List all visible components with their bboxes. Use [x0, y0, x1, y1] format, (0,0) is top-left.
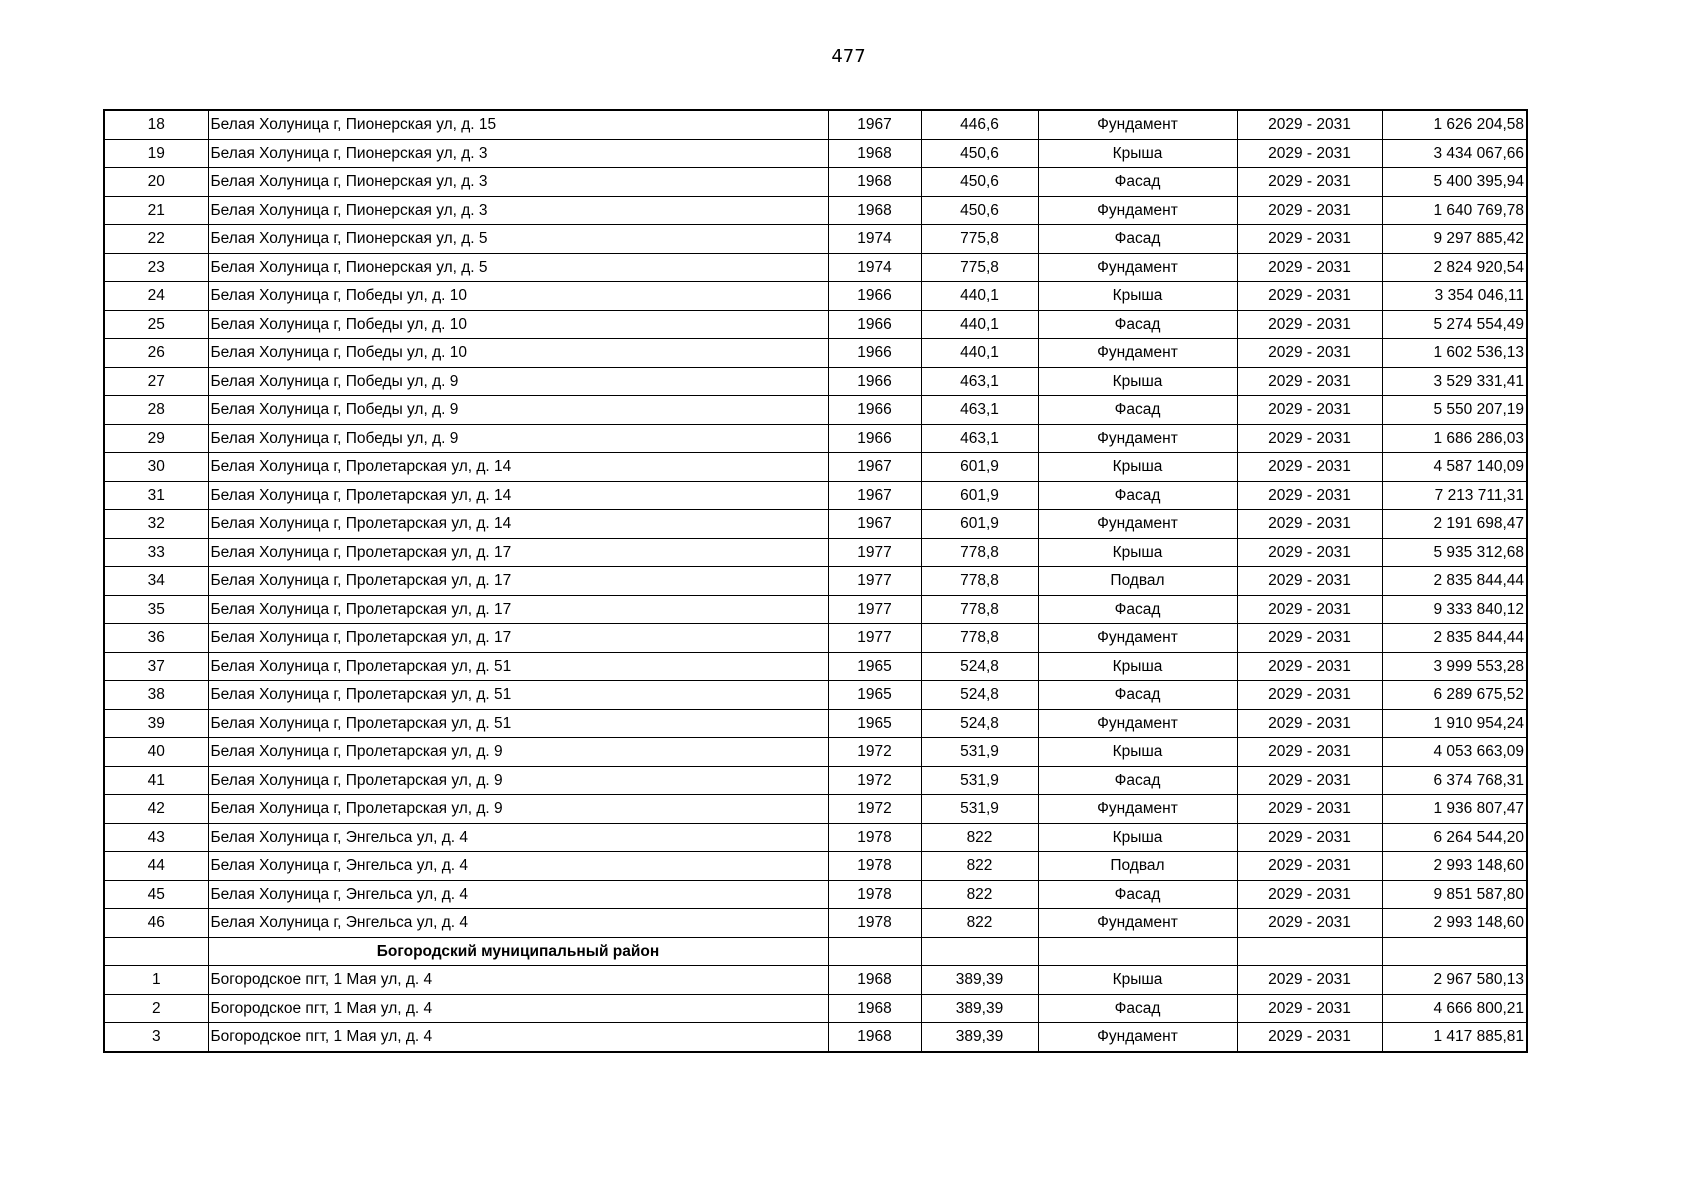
- cost-cell: 5 935 312,68: [1382, 538, 1527, 567]
- table-row: [104, 310, 1527, 339]
- build-year-cell: 1965: [828, 681, 921, 710]
- row-number-cell: 44: [104, 852, 208, 881]
- table-row: [104, 652, 1527, 681]
- row-number-cell: 36: [104, 624, 208, 653]
- row-number-cell: 32: [104, 510, 208, 539]
- cost-cell: 4 666 800,21: [1382, 994, 1527, 1023]
- area-cell: 450,6: [921, 139, 1038, 168]
- area-cell: 822: [921, 823, 1038, 852]
- cost-cell: 1 910 954,24: [1382, 709, 1527, 738]
- build-year-cell: 1968: [828, 168, 921, 197]
- section-header-row: [104, 937, 1527, 966]
- cost-cell: 1 602 536,13: [1382, 339, 1527, 368]
- row-number-cell: 29: [104, 424, 208, 453]
- table-row: [104, 168, 1527, 197]
- period-cell: 2029 - 2031: [1237, 994, 1382, 1023]
- table-row: [104, 396, 1527, 425]
- build-year-cell: 1968: [828, 196, 921, 225]
- build-year-cell: 1978: [828, 880, 921, 909]
- row-number-cell: 37: [104, 652, 208, 681]
- work-type-cell: Фундамент: [1038, 709, 1237, 738]
- work-type-cell: Фундамент: [1038, 424, 1237, 453]
- page-number: 477: [831, 46, 866, 67]
- cost-cell: 5 400 395,94: [1382, 168, 1527, 197]
- row-number-cell: 22: [104, 225, 208, 254]
- period-cell: 2029 - 2031: [1237, 766, 1382, 795]
- area-cell: 822: [921, 852, 1038, 881]
- work-type-cell: Фундамент: [1038, 909, 1237, 938]
- row-number-cell: 30: [104, 453, 208, 482]
- build-year-cell: 1977: [828, 567, 921, 596]
- row-number-cell: 28: [104, 396, 208, 425]
- table-row: [104, 738, 1527, 767]
- empty-cell: [1382, 937, 1527, 966]
- cost-cell: 7 213 711,31: [1382, 481, 1527, 510]
- period-cell: 2029 - 2031: [1237, 367, 1382, 396]
- area-cell: 440,1: [921, 282, 1038, 311]
- build-year-cell: 1966: [828, 396, 921, 425]
- build-year-cell: 1978: [828, 852, 921, 881]
- row-number-cell: 18: [104, 110, 208, 139]
- work-type-cell: Фасад: [1038, 225, 1237, 254]
- table-row: [104, 538, 1527, 567]
- cost-cell: 1 640 769,78: [1382, 196, 1527, 225]
- table-row: [104, 567, 1527, 596]
- area-cell: 601,9: [921, 481, 1038, 510]
- table-row: [104, 994, 1527, 1023]
- build-year-cell: 1972: [828, 795, 921, 824]
- area-cell: 463,1: [921, 424, 1038, 453]
- cost-cell: 1 417 885,81: [1382, 1023, 1527, 1052]
- cost-cell: 2 835 844,44: [1382, 567, 1527, 596]
- period-cell: 2029 - 2031: [1237, 139, 1382, 168]
- cost-cell: 6 264 544,20: [1382, 823, 1527, 852]
- area-cell: 778,8: [921, 567, 1038, 596]
- area-cell: 778,8: [921, 538, 1038, 567]
- work-type-cell: Крыша: [1038, 823, 1237, 852]
- row-number-cell: 19: [104, 139, 208, 168]
- area-cell: 463,1: [921, 367, 1038, 396]
- area-cell: 531,9: [921, 795, 1038, 824]
- cost-cell: 5 274 554,49: [1382, 310, 1527, 339]
- row-number-cell: 42: [104, 795, 208, 824]
- cost-cell: 9 851 587,80: [1382, 880, 1527, 909]
- work-type-cell: Фасад: [1038, 595, 1237, 624]
- row-number-cell: 25: [104, 310, 208, 339]
- period-cell: 2029 - 2031: [1237, 595, 1382, 624]
- work-type-cell: Фасад: [1038, 168, 1237, 197]
- table-row: [104, 909, 1527, 938]
- address-cell: Белая Холуница г, Победы ул, д. 9: [208, 396, 828, 425]
- address-cell: Белая Холуница г, Энгельса ул, д. 4: [208, 909, 828, 938]
- build-year-cell: 1974: [828, 253, 921, 282]
- row-number-cell: 40: [104, 738, 208, 767]
- cost-cell: 4 053 663,09: [1382, 738, 1527, 767]
- cost-cell: 2 993 148,60: [1382, 852, 1527, 881]
- area-cell: 450,6: [921, 168, 1038, 197]
- table-row: [104, 339, 1527, 368]
- row-number-cell: 31: [104, 481, 208, 510]
- cost-cell: 2 993 148,60: [1382, 909, 1527, 938]
- address-cell: Белая Холуница г, Пролетарская ул, д. 9: [208, 738, 828, 767]
- period-cell: 2029 - 2031: [1237, 823, 1382, 852]
- address-cell: Белая Холуница г, Победы ул, д. 9: [208, 424, 828, 453]
- area-cell: 601,9: [921, 510, 1038, 539]
- area-cell: 531,9: [921, 766, 1038, 795]
- work-type-cell: Крыша: [1038, 282, 1237, 311]
- area-cell: 389,39: [921, 994, 1038, 1023]
- cost-cell: 1 936 807,47: [1382, 795, 1527, 824]
- table-row: [104, 852, 1527, 881]
- address-cell: Белая Холуница г, Пионерская ул, д. 3: [208, 139, 828, 168]
- address-cell: Белая Холуница г, Пролетарская ул, д. 51: [208, 709, 828, 738]
- build-year-cell: 1972: [828, 766, 921, 795]
- address-cell: Белая Холуница г, Пролетарская ул, д. 9: [208, 795, 828, 824]
- period-cell: 2029 - 2031: [1237, 795, 1382, 824]
- row-number-cell: 35: [104, 595, 208, 624]
- cost-cell: 3 434 067,66: [1382, 139, 1527, 168]
- empty-cell: [1038, 937, 1237, 966]
- cost-cell: 2 835 844,44: [1382, 624, 1527, 653]
- build-year-cell: 1965: [828, 709, 921, 738]
- address-cell: Белая Холуница г, Пионерская ул, д. 15: [208, 110, 828, 139]
- period-cell: 2029 - 2031: [1237, 852, 1382, 881]
- build-year-cell: 1966: [828, 339, 921, 368]
- row-number-cell: 26: [104, 339, 208, 368]
- work-type-cell: Фундамент: [1038, 339, 1237, 368]
- table-row: [104, 766, 1527, 795]
- row-number-cell: 21: [104, 196, 208, 225]
- period-cell: 2029 - 2031: [1237, 225, 1382, 254]
- area-cell: 440,1: [921, 339, 1038, 368]
- area-cell: 524,8: [921, 681, 1038, 710]
- build-year-cell: 1967: [828, 481, 921, 510]
- period-cell: 2029 - 2031: [1237, 196, 1382, 225]
- period-cell: 2029 - 2031: [1237, 567, 1382, 596]
- area-cell: 531,9: [921, 738, 1038, 767]
- cost-cell: 6 289 675,52: [1382, 681, 1527, 710]
- period-cell: 2029 - 2031: [1237, 282, 1382, 311]
- build-year-cell: 1966: [828, 282, 921, 311]
- period-cell: 2029 - 2031: [1237, 310, 1382, 339]
- work-type-cell: Фасад: [1038, 481, 1237, 510]
- area-cell: 775,8: [921, 253, 1038, 282]
- address-cell: Богородское пгт, 1 Мая ул, д. 4: [208, 994, 828, 1023]
- row-number-cell: 39: [104, 709, 208, 738]
- address-cell: Белая Холуница г, Энгельса ул, д. 4: [208, 852, 828, 881]
- work-type-cell: Крыша: [1038, 538, 1237, 567]
- cost-cell: 1 626 204,58: [1382, 110, 1527, 139]
- build-year-cell: 1978: [828, 823, 921, 852]
- build-year-cell: 1966: [828, 310, 921, 339]
- address-cell: Белая Холуница г, Пролетарская ул, д. 9: [208, 766, 828, 795]
- period-cell: 2029 - 2031: [1237, 966, 1382, 995]
- cost-cell: 1 686 286,03: [1382, 424, 1527, 453]
- table-row: [104, 681, 1527, 710]
- period-cell: 2029 - 2031: [1237, 652, 1382, 681]
- table-row: [104, 424, 1527, 453]
- area-cell: 822: [921, 880, 1038, 909]
- area-cell: 524,8: [921, 652, 1038, 681]
- row-number-cell: 24: [104, 282, 208, 311]
- table-row: [104, 196, 1527, 225]
- work-type-cell: Фасад: [1038, 681, 1237, 710]
- period-cell: 2029 - 2031: [1237, 538, 1382, 567]
- table-row: [104, 795, 1527, 824]
- row-number-cell: 3: [104, 1023, 208, 1052]
- work-type-cell: Фундамент: [1038, 110, 1237, 139]
- cost-cell: 2 824 920,54: [1382, 253, 1527, 282]
- address-cell: Белая Холуница г, Энгельса ул, д. 4: [208, 823, 828, 852]
- address-cell: Белая Холуница г, Пролетарская ул, д. 17: [208, 538, 828, 567]
- table-row: [104, 139, 1527, 168]
- cost-cell: 3 354 046,11: [1382, 282, 1527, 311]
- period-cell: 2029 - 2031: [1237, 339, 1382, 368]
- work-type-cell: Фундамент: [1038, 196, 1237, 225]
- period-cell: 2029 - 2031: [1237, 481, 1382, 510]
- row-number-cell: 33: [104, 538, 208, 567]
- address-cell: Белая Холуница г, Пионерская ул, д. 5: [208, 253, 828, 282]
- row-number-cell: 1: [104, 966, 208, 995]
- build-year-cell: 1966: [828, 424, 921, 453]
- build-year-cell: 1974: [828, 225, 921, 254]
- cost-cell: 4 587 140,09: [1382, 453, 1527, 482]
- period-cell: 2029 - 2031: [1237, 738, 1382, 767]
- row-number-cell: 27: [104, 367, 208, 396]
- table-row: [104, 510, 1527, 539]
- period-cell: 2029 - 2031: [1237, 681, 1382, 710]
- area-cell: 389,39: [921, 966, 1038, 995]
- build-year-cell: 1967: [828, 510, 921, 539]
- work-type-cell: Фасад: [1038, 880, 1237, 909]
- empty-cell: [104, 937, 208, 966]
- work-type-cell: Фасад: [1038, 396, 1237, 425]
- row-number-cell: 34: [104, 567, 208, 596]
- address-cell: Белая Холуница г, Победы ул, д. 10: [208, 310, 828, 339]
- period-cell: 2029 - 2031: [1237, 510, 1382, 539]
- row-number-cell: 43: [104, 823, 208, 852]
- period-cell: 2029 - 2031: [1237, 253, 1382, 282]
- cost-cell: 6 374 768,31: [1382, 766, 1527, 795]
- area-cell: 601,9: [921, 453, 1038, 482]
- build-year-cell: 1968: [828, 966, 921, 995]
- area-cell: 440,1: [921, 310, 1038, 339]
- address-cell: Белая Холуница г, Пионерская ул, д. 5: [208, 225, 828, 254]
- address-cell: Белая Холуница г, Пролетарская ул, д. 51: [208, 652, 828, 681]
- build-year-cell: 1968: [828, 139, 921, 168]
- address-cell: Белая Холуница г, Пролетарская ул, д. 14: [208, 453, 828, 482]
- build-year-cell: 1967: [828, 453, 921, 482]
- table-row: [104, 282, 1527, 311]
- table-body: [104, 110, 1527, 1052]
- build-year-cell: 1977: [828, 595, 921, 624]
- period-cell: 2029 - 2031: [1237, 396, 1382, 425]
- row-number-cell: 46: [104, 909, 208, 938]
- work-type-cell: Подвал: [1038, 567, 1237, 596]
- row-number-cell: 45: [104, 880, 208, 909]
- address-cell: Белая Холуница г, Победы ул, д. 9: [208, 367, 828, 396]
- table-row: [104, 481, 1527, 510]
- work-type-cell: Крыша: [1038, 367, 1237, 396]
- work-type-cell: Фундамент: [1038, 1023, 1237, 1052]
- table-row: [104, 709, 1527, 738]
- build-year-cell: 1965: [828, 652, 921, 681]
- period-cell: 2029 - 2031: [1237, 168, 1382, 197]
- section-title: Богородский муниципальный район: [208, 937, 828, 966]
- period-cell: 2029 - 2031: [1237, 1023, 1382, 1052]
- area-cell: 524,8: [921, 709, 1038, 738]
- table-row: [104, 367, 1527, 396]
- work-type-cell: Крыша: [1038, 738, 1237, 767]
- cost-cell: 3 999 553,28: [1382, 652, 1527, 681]
- period-cell: 2029 - 2031: [1237, 624, 1382, 653]
- table-row: [104, 595, 1527, 624]
- work-type-cell: Подвал: [1038, 852, 1237, 881]
- build-year-cell: 1978: [828, 909, 921, 938]
- table-row: [104, 880, 1527, 909]
- row-number-cell: 38: [104, 681, 208, 710]
- work-type-cell: Крыша: [1038, 652, 1237, 681]
- work-type-cell: Крыша: [1038, 453, 1237, 482]
- cost-cell: 9 333 840,12: [1382, 595, 1527, 624]
- empty-cell: [828, 937, 921, 966]
- cost-cell: 3 529 331,41: [1382, 367, 1527, 396]
- work-type-cell: Фасад: [1038, 310, 1237, 339]
- area-cell: 450,6: [921, 196, 1038, 225]
- address-cell: Белая Холуница г, Пролетарская ул, д. 51: [208, 681, 828, 710]
- period-cell: 2029 - 2031: [1237, 110, 1382, 139]
- address-cell: Белая Холуница г, Пролетарская ул, д. 14: [208, 510, 828, 539]
- period-cell: 2029 - 2031: [1237, 880, 1382, 909]
- area-cell: 389,39: [921, 1023, 1038, 1052]
- table-row: [104, 253, 1527, 282]
- work-type-cell: Фундамент: [1038, 795, 1237, 824]
- build-year-cell: 1966: [828, 367, 921, 396]
- work-type-cell: Крыша: [1038, 966, 1237, 995]
- build-year-cell: 1977: [828, 538, 921, 567]
- cost-cell: 2 967 580,13: [1382, 966, 1527, 995]
- build-year-cell: 1967: [828, 110, 921, 139]
- build-year-cell: 1977: [828, 624, 921, 653]
- work-type-cell: Крыша: [1038, 139, 1237, 168]
- row-number-cell: 20: [104, 168, 208, 197]
- period-cell: 2029 - 2031: [1237, 453, 1382, 482]
- address-cell: Богородское пгт, 1 Мая ул, д. 4: [208, 1023, 828, 1052]
- row-number-cell: 2: [104, 994, 208, 1023]
- row-number-cell: 23: [104, 253, 208, 282]
- empty-cell: [1237, 937, 1382, 966]
- work-type-cell: Фундамент: [1038, 624, 1237, 653]
- work-type-cell: Фасад: [1038, 994, 1237, 1023]
- work-type-cell: Фундамент: [1038, 253, 1237, 282]
- period-cell: 2029 - 2031: [1237, 909, 1382, 938]
- table-row: [104, 110, 1527, 139]
- address-cell: Белая Холуница г, Пролетарская ул, д. 17: [208, 567, 828, 596]
- area-cell: 778,8: [921, 595, 1038, 624]
- area-cell: 775,8: [921, 225, 1038, 254]
- period-cell: 2029 - 2031: [1237, 424, 1382, 453]
- cost-cell: 9 297 885,42: [1382, 225, 1527, 254]
- area-cell: 463,1: [921, 396, 1038, 425]
- area-cell: 446,6: [921, 110, 1038, 139]
- empty-cell: [921, 937, 1038, 966]
- row-number-cell: 41: [104, 766, 208, 795]
- address-cell: Белая Холуница г, Пролетарская ул, д. 17: [208, 624, 828, 653]
- table-row: [104, 823, 1527, 852]
- address-cell: Белая Холуница г, Пролетарская ул, д. 14: [208, 481, 828, 510]
- address-cell: Белая Холуница г, Пионерская ул, д. 3: [208, 168, 828, 197]
- cost-cell: 2 191 698,47: [1382, 510, 1527, 539]
- table-row: [104, 1023, 1527, 1052]
- address-cell: Белая Холуница г, Энгельса ул, д. 4: [208, 880, 828, 909]
- build-year-cell: 1968: [828, 1023, 921, 1052]
- table-row: [104, 624, 1527, 653]
- table-row: [104, 225, 1527, 254]
- area-cell: 778,8: [921, 624, 1038, 653]
- period-cell: 2029 - 2031: [1237, 709, 1382, 738]
- repair-schedule-table: [103, 109, 1528, 1053]
- address-cell: Белая Холуница г, Пионерская ул, д. 3: [208, 196, 828, 225]
- table-row: [104, 966, 1527, 995]
- work-type-cell: Фасад: [1038, 766, 1237, 795]
- address-cell: Белая Холуница г, Победы ул, д. 10: [208, 339, 828, 368]
- address-cell: Белая Холуница г, Пролетарская ул, д. 17: [208, 595, 828, 624]
- table-row: [104, 453, 1527, 482]
- cost-cell: 5 550 207,19: [1382, 396, 1527, 425]
- work-type-cell: Фундамент: [1038, 510, 1237, 539]
- build-year-cell: 1968: [828, 994, 921, 1023]
- address-cell: Белая Холуница г, Победы ул, д. 10: [208, 282, 828, 311]
- address-cell: Богородское пгт, 1 Мая ул, д. 4: [208, 966, 828, 995]
- area-cell: 822: [921, 909, 1038, 938]
- build-year-cell: 1972: [828, 738, 921, 767]
